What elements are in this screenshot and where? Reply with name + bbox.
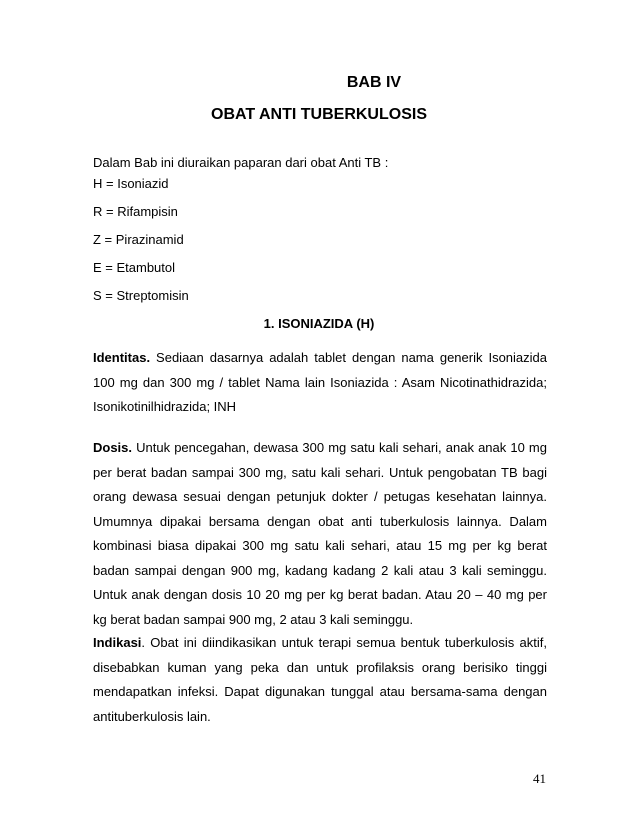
drug-list-item: Z = Pirazinamid [93,232,184,247]
drug-list-item: H = Isoniazid [93,176,169,191]
paragraph-label: Dosis. [93,440,133,455]
paragraph-identitas [93,346,547,420]
paragraph-text: Untuk pencegahan, dewasa 300 mg satu kali sehari, anak anak 10 mg per berat badan sampai 300 mg, satu kali sehari. Untuk pengobatan TB bagi orang dewasa sesuai dengan petunjuk dokter / petugas kesehatan lainnya. Umumnya dipakai bersama dengan obat anti tuberkulosis lainnya. Dalam kombinasi biasa dipakai 300 mg satu kali sehari, atau 15 mg per kg berat badan sampai dengan 900 mg, kadang kadang 2 kali atau 3 kali seminggu. Untuk anak dengan dosis 10 20 mg per kg berat badan. Atau 20 – 40 mg per kg berat badan sampai 900 mg, 2 atau 3 kali seminggu. [93,440,547,627]
paragraph-text: . Obat ini diindikasikan untuk terapi semua bentuk tuberkulosis aktif, disebabkan kuman yang peka dan untuk profilaksis orang berisiko tinggi mendapatkan infeksi. Dapat digunakan tunggal atau bersama-sama dengan antituberkulosis lain. [93,635,547,724]
page-number: 41 [533,771,546,786]
chapter-number: BAB IV [346,74,402,91]
drug-list-item: E = Etambutol [93,260,176,275]
chapter-title: OBAT ANTI TUBERKULOSIS [211,106,427,123]
intro-lead: Dalam Bab ini diuraikan paparan dari obat Anti TB : [93,155,389,170]
paragraph-label: Identitas. [93,350,151,365]
paragraph-indikasi [93,631,547,729]
section-heading-text: 1. ISONIAZIDA (H) [263,316,375,331]
drug-list-item: R = Rifampisin [93,204,178,219]
paragraph-text: Sediaan dasarnya adalah tablet dengan nama generik Isoniazida 100 mg dan 300 mg / tablet Nama lain Isoniazida : Asam Nicotinathidrazida; Isonikotinilhidrazida; INH [93,350,547,414]
paragraph-label: Indikasi [93,635,142,650]
drug-list-item: S = Streptomisin [93,288,189,303]
paragraph-dosis [93,436,547,632]
section-heading [0,316,638,331]
